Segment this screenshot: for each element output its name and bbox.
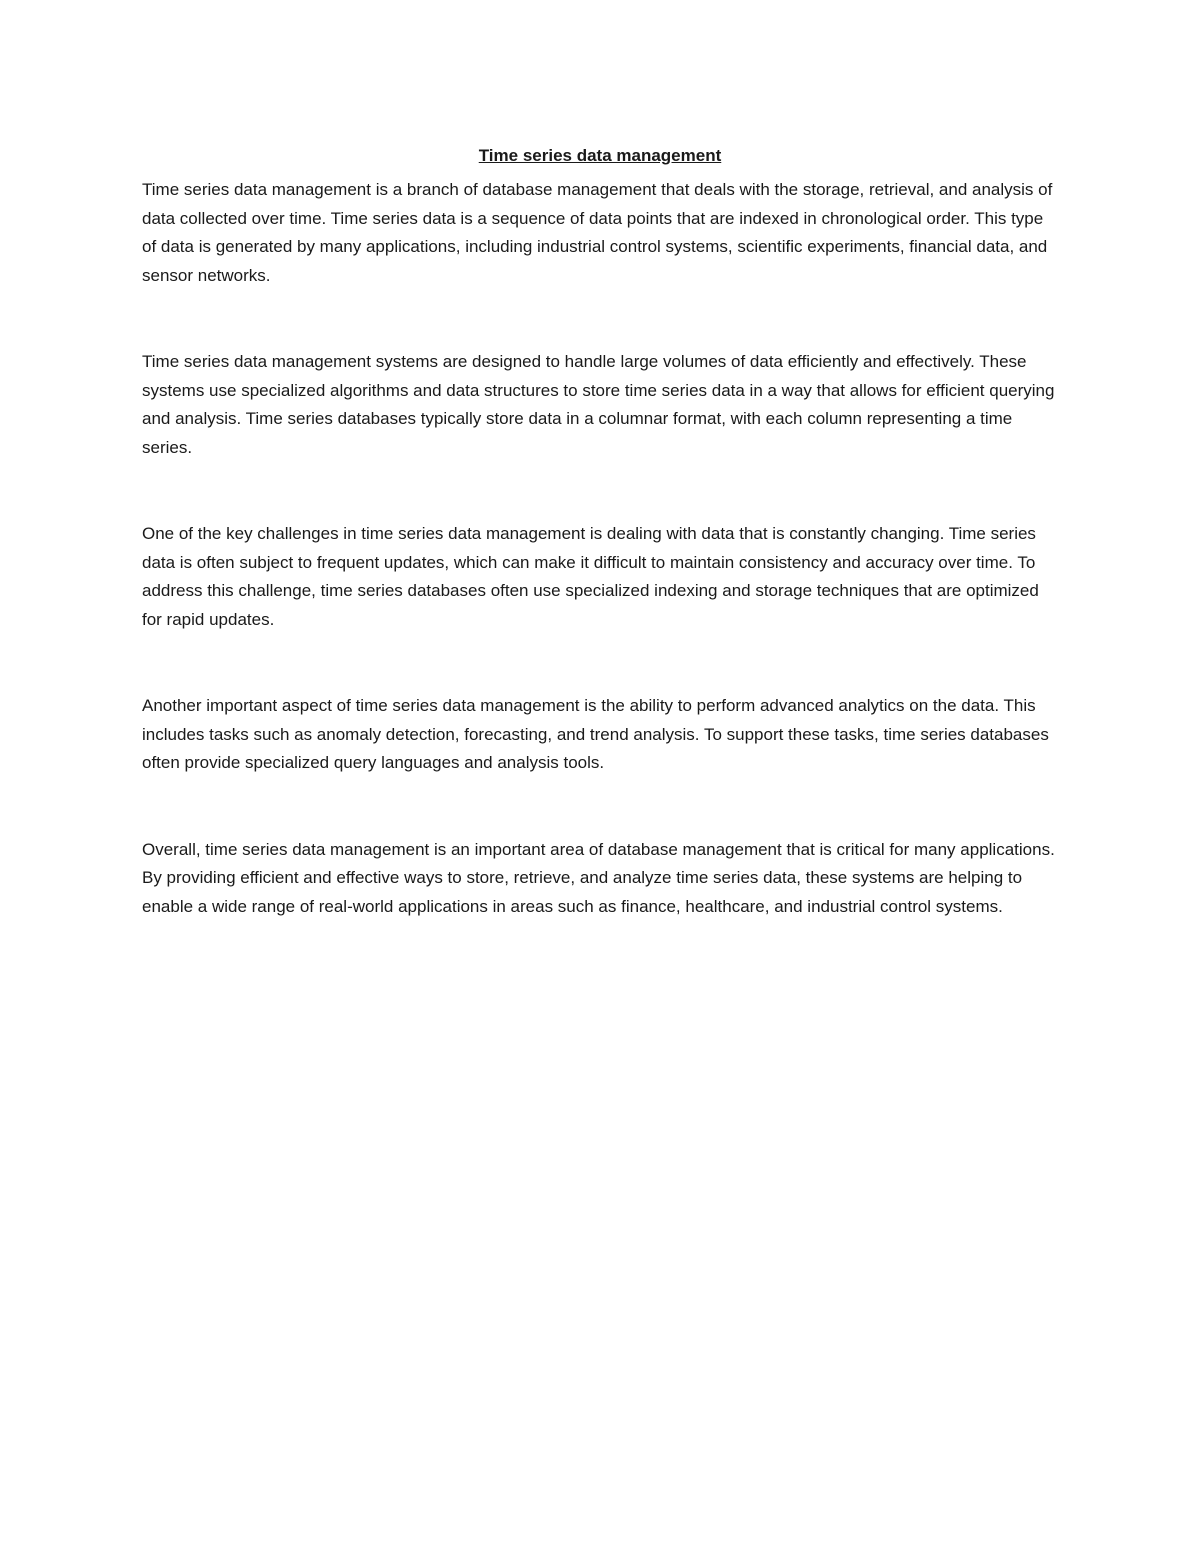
paragraph-5: Overall, time series data management is an important area of database management that is critical for many applications. By providing efficient and effective ways to store, retrieve, and analyze time series data, these systems are helping to enable a wide range of real-world applications in areas such as finance, healthcare, and industrial control systems. [142,839,1055,916]
paragraph-4: Another important aspect of time series data management is the ability to perform advanced analytics on the data. This includes tasks such as anomaly detection, forecasting, and trend analysis. To support these tasks, time series databases often provide specialized query languages and analysis tools. [142,696,1049,772]
paragraph-3: One of the key challenges in time series data management is dealing with data that is constantly changing. Time series data is often subject to frequent updates, which can make it difficult to maintain consistency and accuracy over time. To address this challenge, time series databases often use specialized indexing and storage techniques that are optimized for rapid updates. [142,524,1039,629]
document-body [142,142,1058,921]
paragraph-2: Time series data management systems are designed to handle large volumes of data efficiently and effectively. These systems use specialized algorithms and data structures to store time series data in a way that allows for efficient querying and analysis. Time series databases typically store data in a columnar format, with each column representing a time series. [142,352,1055,457]
paragraph-1: Time series data management is a branch of database management that deals with the storage, retrieval, and analysis of data collected over time. Time series data is a sequence of data points that are indexed in chronological order. This type of data is generated by many applications, including industrial control systems, scientific experiments, financial data, and sensor networks. [142,180,1053,285]
document-title: Time series data management [478,146,722,165]
